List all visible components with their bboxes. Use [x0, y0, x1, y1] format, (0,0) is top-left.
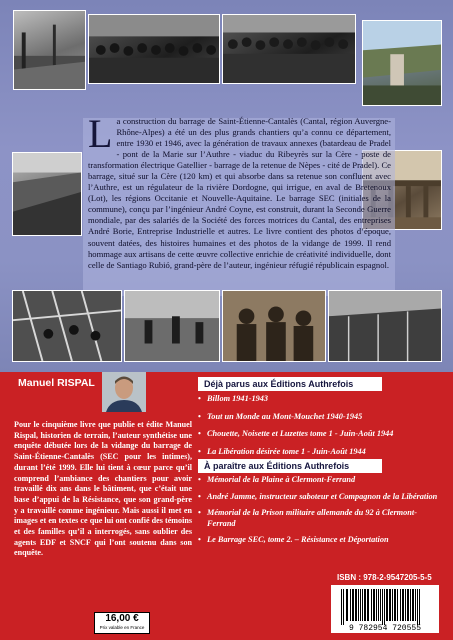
photo-workers-group-1	[88, 14, 220, 84]
barcode-bar	[350, 589, 351, 621]
bullet-icon: •	[198, 446, 201, 456]
barcode-bar	[373, 589, 375, 621]
book-title: Chouette, Noisette et Luzettes tome 1 - Juin-Août 1944	[207, 429, 394, 439]
price-box	[94, 612, 150, 634]
barcode-bar	[355, 589, 357, 621]
barcode-bar	[417, 589, 418, 625]
barcode-bar	[341, 589, 342, 625]
barcode-bar	[384, 589, 385, 625]
photo-embankment-workers	[12, 152, 82, 236]
barcode-bar	[386, 589, 388, 621]
bullet-icon: •	[198, 411, 201, 421]
photo-scaffolding-workers	[12, 290, 122, 362]
book-item	[198, 508, 438, 529]
barcode-bar	[407, 589, 409, 621]
body-text	[88, 111, 391, 271]
book-item	[198, 429, 438, 440]
bullet-icon: •	[198, 535, 201, 545]
barcode-bar	[343, 589, 344, 625]
barcode-bar	[405, 589, 406, 621]
book-title: Mémorial de la Plaine à Clermont-Ferrand	[207, 475, 356, 484]
barcode	[331, 585, 439, 633]
photo-dam-construction-wide	[13, 10, 86, 90]
barcode-bar	[397, 589, 398, 621]
book-item	[198, 412, 438, 423]
price-value: 16,00 €	[105, 613, 139, 624]
barcode-bar	[362, 589, 363, 621]
book-title: Tout un Monde au Mont-Mouchet 1940-1945	[207, 411, 363, 421]
barcode-bar	[378, 589, 379, 621]
bullet-icon: •	[198, 394, 201, 403]
photo-site-workers-ground	[124, 290, 220, 362]
book-title: La Libération désirée tome 1 - Juin-Août 1944	[207, 446, 366, 456]
already-published-list	[198, 394, 438, 457]
barcode-graphic	[331, 585, 439, 633]
photo-dam-modern-color	[362, 20, 442, 106]
barcode-bar	[360, 589, 361, 621]
barcode-bar	[410, 589, 411, 621]
barcode-bar	[394, 589, 396, 621]
photo-workers-group-2	[222, 14, 356, 84]
barcode-bar	[380, 589, 381, 621]
barcode-bar	[402, 589, 404, 621]
barcode-bar	[346, 589, 348, 621]
forthcoming-list	[198, 475, 438, 546]
barcode-bar	[367, 589, 369, 621]
barcode-bar	[412, 589, 414, 621]
book-title: Billom 1941-1943	[207, 394, 269, 403]
barcode-bar	[400, 589, 401, 621]
photo-dam-structure	[328, 290, 442, 362]
book-item	[198, 492, 438, 503]
author-bio: Pour le cinquième livre que publie et édite Manuel Rispal, historien de terrain, l’auteur synthétise une enquête débutée lors de la vidange du barrage de Saint-Étienne-Cantalès (SEC pour les intimes), durant l’été 1999. Elle lui tient à cœur parce qu’il comprend l’ambiance des chantiers pour avoir travaillé dix ans dans le bâtiment, que c’était une base d’appui de la Résistance, que son grand-père y a travaillé comme ingénieur. Mais aussi il met en images et en textes ce que lui ont confié des témoins et des familles qu’il a interrogés, sans oublier des agents EDF et SNCF qui l’ont soutenu dans son enquête.	[14, 420, 192, 558]
barcode-bar	[419, 589, 420, 625]
bullet-icon: •	[198, 491, 201, 501]
bullet-icon: •	[198, 475, 201, 484]
book-item	[198, 447, 438, 458]
bullet-icon: •	[198, 508, 201, 518]
photo-workers-portrait	[222, 290, 326, 362]
dropcap-letter: L	[88, 111, 113, 156]
barcode-bar	[415, 589, 416, 621]
barcode-bar	[364, 589, 366, 621]
already-published-heading: Déjà parus aux Éditions Authrefois	[198, 377, 382, 391]
author-name: Manuel RISPAL	[18, 377, 95, 389]
barcode-bar	[358, 589, 359, 621]
forthcoming-heading: À paraître aux Éditions Authrefois	[198, 459, 382, 473]
body-paragraph: a construction du barrage de Saint-Étienne-Cantalès (Cantal, région Auvergne-Rhône-Alpes) a été un des plus grands chantiers qu’a connu ce département, entre 1930 et 1946, avec la génération de travaux annexes (batardeau de Pradel - pont de la Marie sur l’Authre - viaduc du Ribeyrès sur la Cère - poste de transformation électrique Gatellier - barrage de la retenue de Nèpes - cité de Pradel). Ce barrage, situé sur la Cère (120 km) et qui absorbe dans sa retenue son confluent avec l’Authre, est un régulateur de la rivière Dordogne, qui irrigue, en aval de Bretenoux (Lot), les régions Occitanie et Nouvelle-Aquitaine. Le barrage SEC (initiales de la commune), conçu par l’ingénieur André Coyne, est construit, durant la Seconde Guerre mondiale, par des salariés de la Société des forces motrices du Cantal, des entreprises André Borie, Entreprise Industrielle et autres. Le livre contient des photos d’époque, souvent datées, des histoires humaines et des photos de la vidange de 1999. Il rend hommage aux artisans de cette œuvre collective enrichie de créativité individuelle, dont celle de Santiago Rubió, grand-père de l’auteur, ingénieur réfugié républicain espagnol.	[88, 116, 391, 270]
price-note: Prix valable en France	[99, 625, 145, 630]
isbn-label: ISBN : 978-2-9547205-5-5	[337, 573, 432, 582]
barcode-bar	[371, 589, 372, 621]
barcode-bar	[389, 589, 391, 621]
book-title: Mémorial de la Prison militaire allemande du 92 à Clermont-Ferrand	[207, 508, 417, 528]
barcode-bar	[352, 589, 354, 621]
barcode-bar	[376, 589, 377, 621]
book-item	[198, 535, 438, 546]
book-title: André Jamme, instructeur saboteur et Compagnon de la Libération	[207, 491, 438, 501]
barcode-bar	[382, 589, 383, 625]
bullet-icon: •	[198, 429, 201, 439]
barcode-bar	[392, 589, 393, 621]
book-title: Le Barrage SEC, tome 2. – Résistance et Déportation	[207, 535, 389, 545]
author-portrait	[102, 372, 146, 412]
book-item	[198, 475, 438, 486]
barcode-digits: 9 782954 720555	[348, 624, 422, 633]
book-item	[198, 394, 438, 405]
